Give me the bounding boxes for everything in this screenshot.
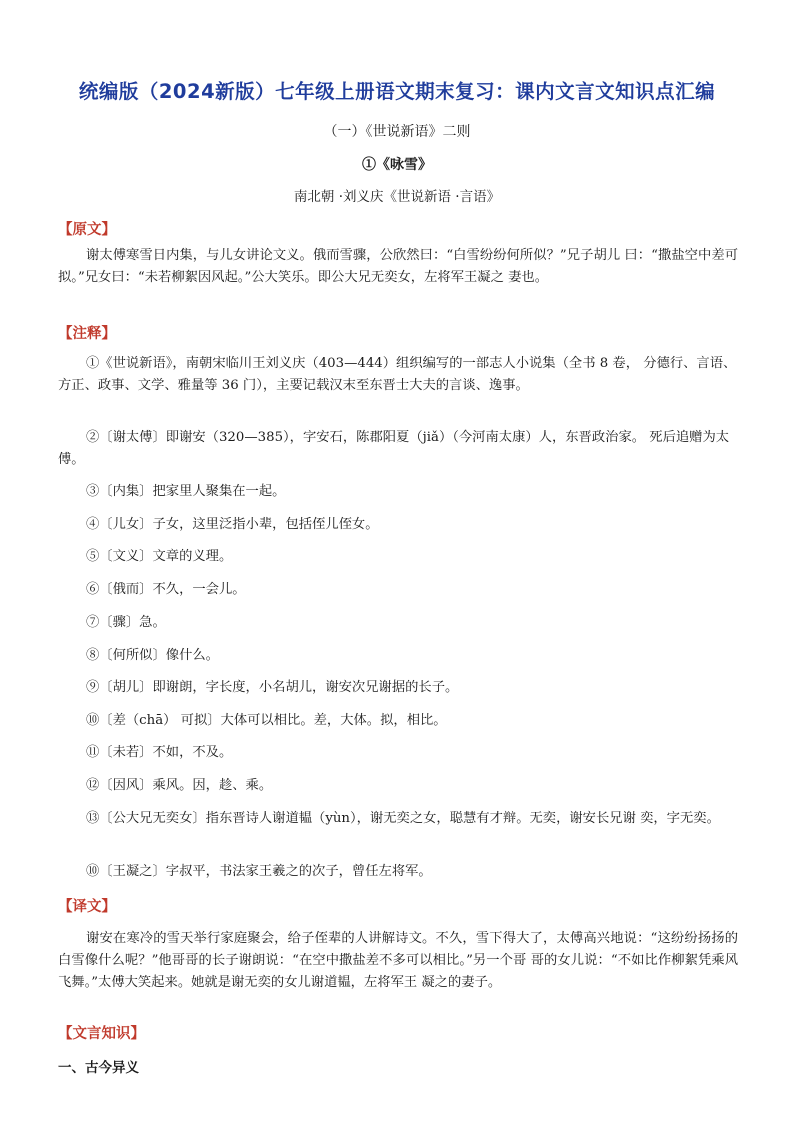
note-item: ⑬〔公大兄无奕女〕指东晋诗人谢道韫（yùn），谢无奕之女，聪慧有才辩。无奕，谢安长兄谢 奕，字无奕。 [86,811,720,826]
note-item: ⑤〔文义〕文章的义理。 [86,549,233,564]
note-item: ⑩〔王凝之〕字叔平，书法家王羲之的次子，曾任左将军。 [86,864,432,879]
notes-label: 【注释】 [58,326,116,342]
translation-label: 【译文】 [58,899,116,915]
article-title: ①《咏雪》 [362,157,432,173]
knowledge-subheading: 一、古今异义 [58,1060,139,1076]
note-item: ①《世说新语》，南朝宋临川王刘义庆（403—444）组织编写的一部志人小说集（全书 8 卷， 分德行、言语、方正、政事、文学、雅量等 36 门），主要记载汉末至东晋士大夫的言谈、逸事。 [58,356,737,393]
document-title: 统编版（2024新版）七年级上册语文期末复习：课内文言文知识点汇编 [78,80,716,103]
translation-text: 谢安在寒冷的雪天举行家庭聚会，给子侄辈的人讲解诗文。不久，雪下得大了，太傅高兴地说：“这纷纷扬扬的白雪像什么呢？”他哥哥的长子谢朗说：“在空中撒盐差不多可以相比。”另一个哥 哥的女儿说：“不如比作柳絮凭乘风飞舞。”太傅大笑起来。她就是谢无奕的女儿谢道韫，左将军王 凝之的妻子。 [58,931,738,990]
note-item: ⑨〔胡儿〕即谢朗，字长度，小名胡儿，谢安次兄谢据的长子。 [86,680,459,695]
original-label: 【原文】 [58,222,116,238]
note-item: ⑦〔骤〕急。 [86,615,166,630]
note-item: ⑪〔未若〕不如，不及。 [86,745,233,760]
note-item: ⑫〔因风〕乘风。因，趁、乘。 [86,778,273,793]
note-item: ③〔内集〕把家里人聚集在一起。 [86,484,286,499]
note-item: ⑥〔俄而〕不久，一会儿。 [86,582,246,597]
knowledge-label: 【文言知识】 [58,1026,145,1042]
section-heading: （一）《世说新语》二则 [323,124,471,140]
note-item: ④〔儿女〕子女，这里泛指小辈，包括侄儿侄女。 [86,517,379,532]
note-item: ②〔谢太傅〕即谢安（320—385），字安石，陈郡阳夏（jiǎ）（今河南太康）人，东晋政治家。 死后追赠为太傅。 [58,430,730,467]
note-item: ⑩〔差（chā） 可拟〕大体可以相比。差，大体。拟，相比。 [86,713,447,728]
original-text: 谢太傅寒雪日内集，与儿女讲论文义。俄而雪骤，公欣然曰：“白雪纷纷何所似？”兄子胡儿 曰：“撒盐空中差可拟。”兄女曰：“未若柳絮因风起。”公大笑乐。即公大兄无奕女，左将军王凝之 妻也。 [58,248,738,285]
note-item: ⑧〔何所似〕像什么。 [86,648,219,663]
source-line: 南北朝 ·刘义庆《世说新语 ·言语》 [293,189,501,205]
